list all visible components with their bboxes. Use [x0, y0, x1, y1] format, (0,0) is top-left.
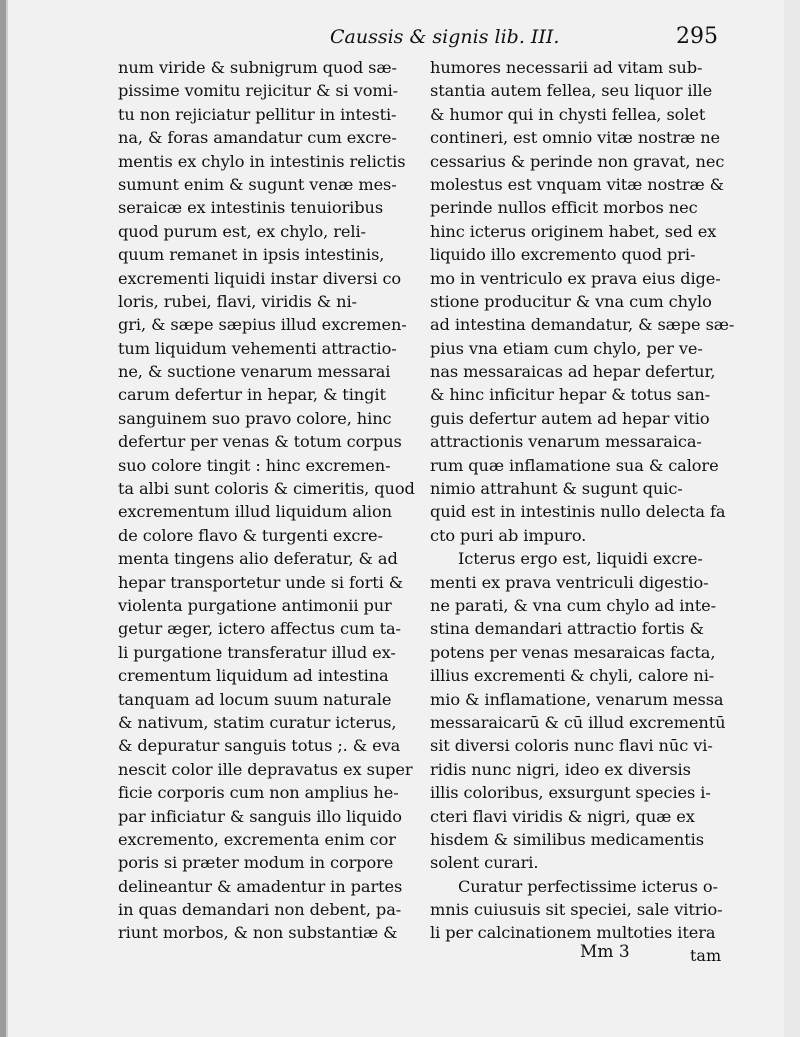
text-line: mnis cuiusuis sit speciei, sale vitrio-	[430, 900, 723, 920]
text-line: riunt morbos, & non substantiæ &	[118, 923, 398, 943]
text-line: cessarius & perinde non gravat, nec	[430, 151, 725, 171]
text-line: ficie corporis cum non amplius he-	[118, 783, 399, 803]
text-line: sumunt enim & sugunt venæ mes-	[118, 174, 397, 194]
text-line: guis defertur autem ad hepar vitio	[430, 408, 710, 428]
text-line: poris si præter modum in corpore	[118, 853, 394, 873]
text-line: pissime vomitu rejicitur & si vomi-	[118, 81, 399, 101]
text-line: humores necessarii ad vitam sub-	[430, 58, 703, 77]
text-line: li per calcinationem multoties itera	[430, 923, 716, 943]
text-line: & nativum, statim curatur icterus,	[118, 712, 397, 732]
text-line: ridis nunc nigri, ideo ex diversis	[430, 759, 691, 779]
text-line: attractionis venarum messaraica-	[430, 432, 702, 452]
catchword: tam	[690, 946, 722, 965]
text-line: & humor qui in chysti fellea, solet	[430, 104, 706, 124]
text-line: stione producitur & vna cum chylo	[430, 291, 712, 311]
text-line: cteri flavi viridis & nigri, quæ ex	[430, 806, 695, 826]
signature-mark: Mm 3	[580, 942, 630, 962]
text-line: tum liquidum vehementi attractio-	[118, 338, 397, 358]
text-line: solent curari.	[430, 853, 539, 873]
text-line: delineantur & amadentur in partes	[118, 876, 403, 896]
text-line: gri, & sæpe sæpius illud excremen-	[118, 315, 407, 335]
text-line: par inficiatur & sanguis illo liquido	[118, 806, 402, 826]
text-line: suo colore tingit : hinc excremen-	[118, 455, 391, 475]
text-line: nimio attrahunt & sugunt quic-	[430, 479, 683, 499]
text-line: mentis ex chylo in intestinis relictis	[118, 151, 406, 171]
text-line: de colore flavo & turgenti excre-	[118, 525, 383, 545]
text-line: Icterus ergo est, liquidi excre-	[458, 549, 703, 569]
text-line: ne parati, & vna cum chylo ad inte-	[430, 595, 716, 615]
text-line: na, & foras amandatur cum excre-	[118, 128, 397, 148]
text-line: quid est in intestinis nullo delecta fa	[430, 502, 726, 522]
text-line: excrementum illud liquidum alion	[118, 502, 392, 522]
text-line: sit diversi coloris nunc flavi nūc vi-	[430, 736, 713, 756]
text-line: sanguinem suo pravo colore, hinc	[118, 408, 392, 428]
page-edge	[784, 0, 800, 1037]
book-page	[6, 0, 800, 1037]
text-line: nas messaraicas ad hepar defertur,	[430, 362, 716, 382]
text-line: messaraicarū & cū illud excrementū	[430, 712, 726, 732]
text-line: nescit color ille depravatus ex super	[118, 759, 413, 779]
text-line: stantia autem fellea, seu liquor ille	[430, 81, 713, 101]
text-line: liquido illo excremento quod pri-	[430, 245, 696, 265]
text-line: defertur per venas & totum corpus	[118, 432, 402, 452]
text-line: potens per venas mesaraicas facta,	[430, 642, 716, 662]
page-header	[306, 24, 726, 54]
text-line: menti ex prava ventriculi digestio-	[430, 572, 709, 592]
text-line: loris, rubei, flavi, viridis & ni-	[118, 291, 357, 311]
text-line: perinde nullos efficit morbos nec	[430, 198, 698, 218]
text-line: mio & inflamatione, venarum messa	[430, 689, 724, 709]
text-line: excrementi liquidi instar diversi co	[118, 268, 402, 288]
text-line: contineri, est omnio vitæ nostræ ne	[430, 128, 721, 148]
text-line: menta tingens alio deferatur, & ad	[118, 549, 398, 569]
text-line: mo in ventriculo ex prava eius dige-	[430, 268, 721, 288]
running-title: Caussis & signis lib. III.	[330, 26, 560, 48]
text-line: li purgatione transferatur illud ex-	[118, 642, 396, 662]
text-line: hinc icterus originem habet, sed ex	[430, 221, 717, 241]
text-line: ad intestina demandatur, & sæpe sæ-	[430, 315, 735, 335]
text-line: rum quæ inflamatione sua & calore	[430, 455, 719, 475]
text-line: excremento, excrementa enim cor	[118, 829, 396, 849]
text-line: hepar transportetur unde si forti &	[118, 572, 404, 592]
text-line: & depuratur sanguis totus ;. & eva	[118, 736, 401, 756]
text-line: quum remanet in ipsis intestinis,	[118, 245, 385, 265]
text-line: violenta purgatione antimonii pur	[118, 595, 392, 615]
text-line: pius vna etiam cum chylo, per ve-	[430, 338, 703, 358]
right-text-column	[430, 56, 735, 945]
text-line: quod purum est, ex chylo, reli-	[118, 221, 366, 241]
text-line: crementum liquidum ad intestina	[118, 666, 389, 686]
text-line: seraicæ ex intestinis tenuioribus	[118, 198, 384, 218]
left-text-column	[118, 56, 418, 945]
text-line: hisdem & similibus medicamentis	[430, 829, 704, 849]
text-line: tu non rejiciatur pellitur in intesti-	[118, 104, 397, 124]
text-line: cto puri ab impuro.	[430, 525, 587, 545]
text-line: in quas demandari non debent, pa-	[118, 900, 402, 920]
text-line: ne, & suctione venarum messarai	[118, 362, 391, 382]
text-line: stina demandari attractio fortis &	[430, 619, 704, 639]
text-line: num viride & subnigrum quod sæ-	[118, 58, 397, 77]
text-line: ta albi sunt coloris & cimeritis, quod	[118, 479, 415, 499]
text-line: illis coloribus, exsurgunt species i-	[430, 783, 711, 803]
text-line: getur æger, ictero affectus cum ta-	[118, 619, 401, 639]
text-line: tanquam ad locum suum naturale	[118, 689, 392, 709]
text-line: Curatur perfectissime icterus o-	[458, 876, 718, 896]
text-line: & hinc inficitur hepar & totus san-	[430, 385, 711, 405]
text-line: illius excrementi & chyli, calore ni-	[430, 666, 715, 686]
page-number: 295	[676, 24, 718, 49]
text-line: carum defertur in hepar, & tingit	[118, 385, 386, 405]
text-line: molestus est vnquam vitæ nostræ &	[430, 174, 724, 194]
